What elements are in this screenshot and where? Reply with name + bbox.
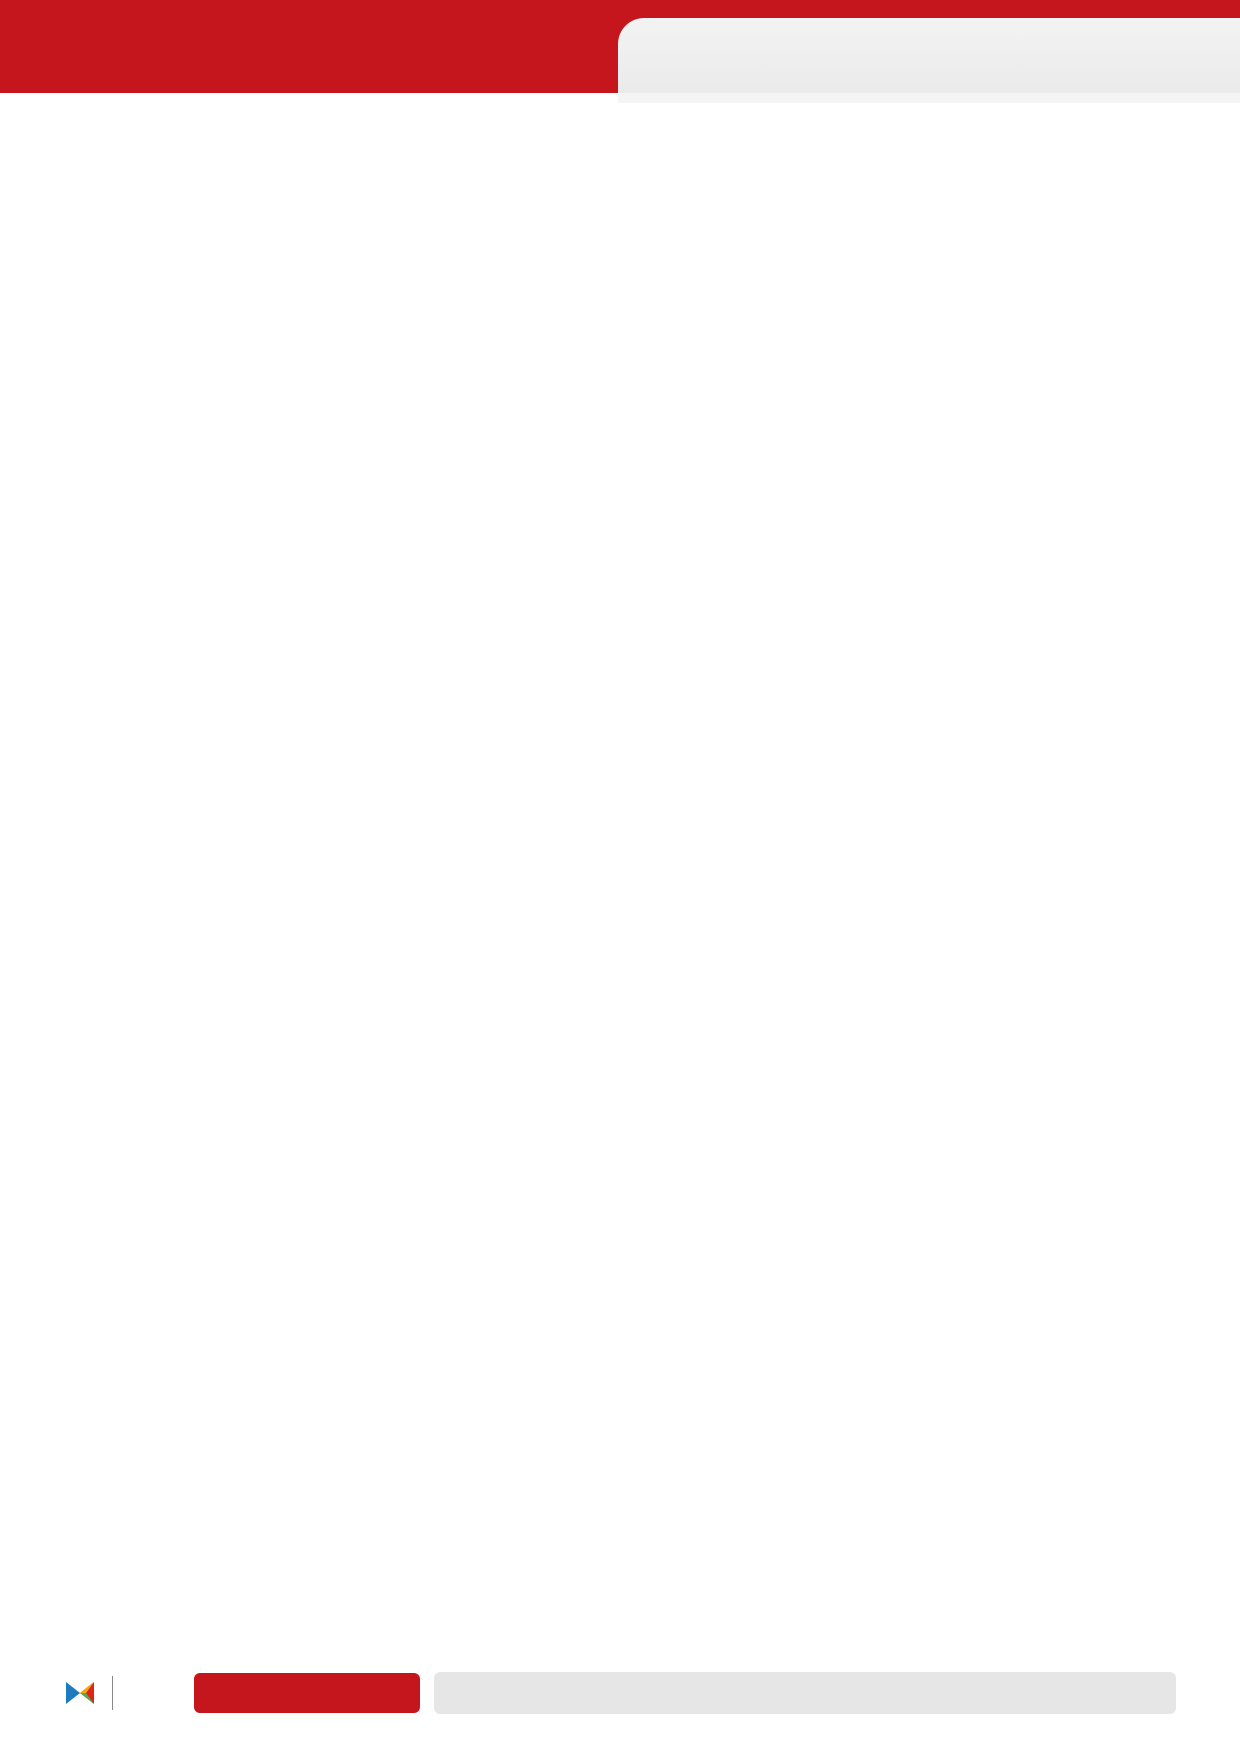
logo-divider (112, 1676, 113, 1710)
website-link[interactable] (194, 1673, 420, 1713)
footer-note (434, 1672, 1176, 1714)
header-grey-strip (618, 93, 1240, 103)
header-grey-panel (618, 18, 1240, 103)
acti-logo (66, 1672, 186, 1718)
acti-logo-mark-icon (66, 1678, 106, 1708)
